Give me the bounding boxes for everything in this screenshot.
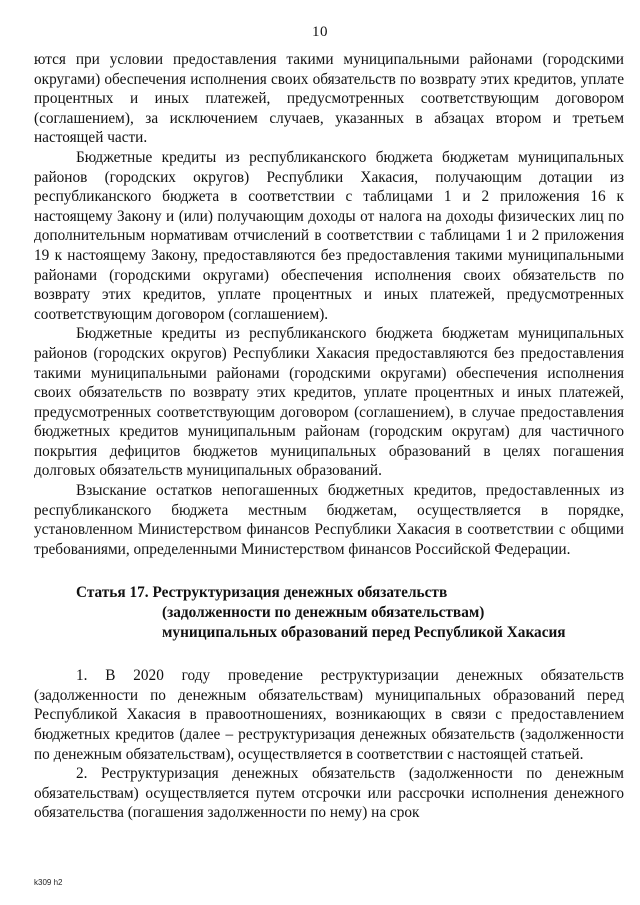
paragraph: Бюджетные кредиты из республиканского бюджета бюджетам муниципальных районов (городских округов) Республики Хакасия, получающим дотации из республиканского бюджета в соответствии с таблицами 1 и 2 приложения 16 к настоящему Закону и (или) получающим доходы от налога на доходы физических лиц по дополнительным нормативам отчислений в соответствии с таблицами 1 и 2 приложения 19 к настоящему Закону, предоставляются без предоставления такими муниципальными районами (городскими округами) обеспечения исполнения своих обязательств по возврату этих кредитов, уплате процентных и иных платежей, предусмотренных соответствующим договором (соглашением).: [34, 148, 624, 323]
paragraph: Бюджетные кредиты из республиканского бюджета бюджетам муниципальных районов (городских округов) Республики Хакасия предоставляются без предоставления такими муниципальными районами (городскими округами) обеспечения исполнения своих обязательств по возврату этих кредитов, уплате процентных и иных платежей, предусмотренных соответствующим договором (соглашением), в случае предоставления бюджетных кредитов муниципальным районам (городским округам) для частичного покрытия дефицитов бюджетов муниципальных образований в целях погашения долговых обязательств муниципальных образований.: [34, 325, 624, 480]
article-paragraph-1: 1. В 2020 году проведение реструктуризации денежных обязательств (задолженности по денежным обязательствам) муниципальных образований перед Республикой Хакасия в правоотношениях, возникающих в связи с предоставлением бюджетных кредитов (далее – реструктуризация денежных обязательств (задолженности по денежным обязательствам), осуществляется в соответствии с настоящей статьей.: [34, 667, 624, 763]
article-heading-line-2: (задолженности по денежным обязательствам): [162, 604, 485, 622]
paragraph: Взыскание остатков непогашенных бюджетных кредитов, предоставленных из республиканского бюджета местным бюджетам, осуществляется в порядке, установленном Министерством финансов Республики Хакасия в соответствии с общими требованиями, определенными Министерством финансов Российской Федерации.: [34, 482, 624, 558]
article-heading-line-3: муниципальных образований перед Республикой Хакасия: [162, 623, 566, 641]
article-paragraph-2: 2. Реструктуризация денежных обязательств (задолженности по денежным обязательствам) осуществляется путем отсрочки или рассрочки исполнения денежного обязательства (погашения задолженности по нему) на срок: [34, 765, 624, 822]
document-body: [34, 50, 624, 823]
article-heading-line-1: Статья 17. Реструктуризация денежных обязательств: [76, 584, 448, 602]
footer-code: k309 h2: [34, 878, 63, 887]
article-heading: [34, 583, 624, 642]
page-number: 10: [312, 24, 328, 40]
paragraph-continuation: ются при условии предоставления такими муниципальными районами (городскими округами) обеспечения исполнения своих обязательств по возврату этих кредитов, уплате процентных и иных платежей, предусмотренных соответствующим договором (соглашением), за исключением случаев, указанных в абзацах втором и третьем настоящей части.: [34, 51, 624, 147]
